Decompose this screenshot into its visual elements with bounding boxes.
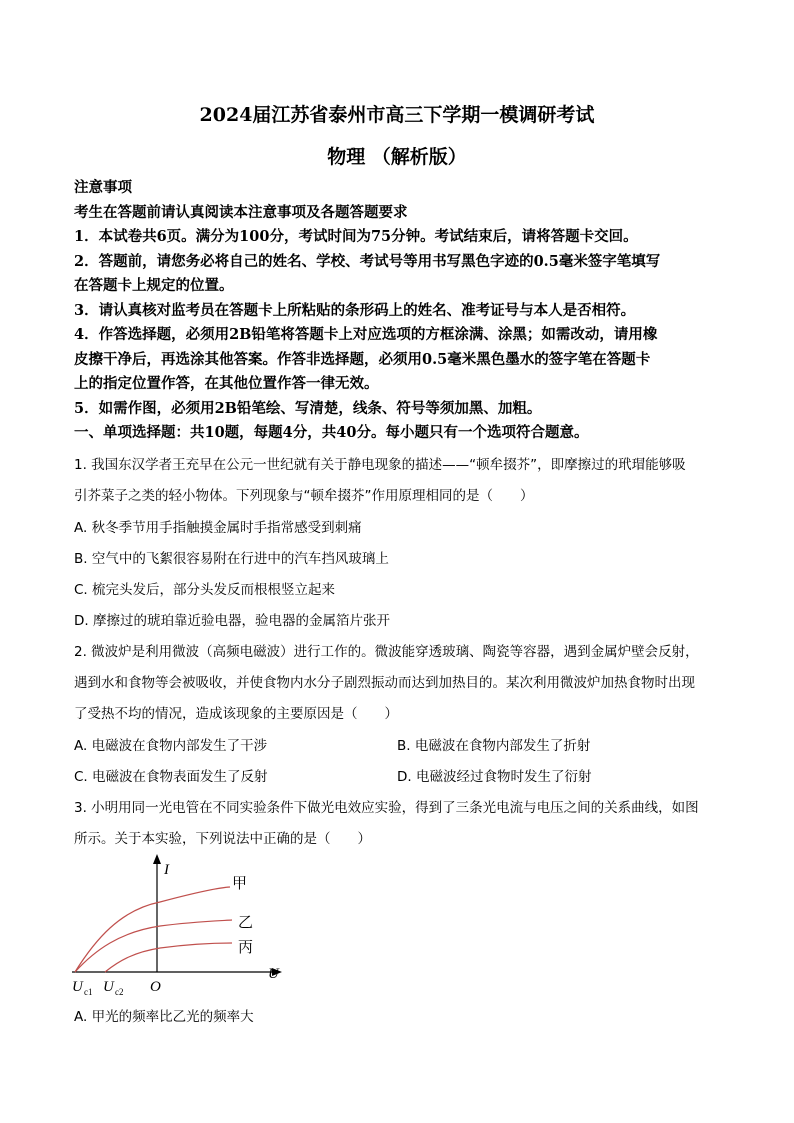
notice-item-4-cont1: 皮擦干净后，再选涂其他答案。作答非选择题，必须用0.5毫米黑色墨水的签字笔在答题卡 [74, 350, 651, 368]
question-2-stem [74, 637, 724, 730]
exam-subtitle: 物理 （解析版） [327, 146, 467, 168]
question-1-line-1: 1. 我国东汉学者王充早在公元一世纪就有关于静电现象的描述——“顿牟掇芥”，即摩擦过的玳瑁能够吸 [74, 457, 686, 473]
notice-block [74, 176, 724, 446]
uc1-subscript: c1 [84, 987, 93, 997]
curve-bing-label: 丙 [238, 940, 254, 956]
u-axis-label: U [268, 966, 279, 982]
notice-item-1: 1．本试卷共6页。满分为100分，考试时间为75分钟。考试结束后，请将答题卡交回。 [74, 228, 638, 245]
uc2-label: U [103, 979, 114, 995]
section-heading: 一、单项选择题：共10题，每题4分，共40分。每小题只有一个选项符合题意。 [74, 424, 589, 441]
question-2-option-d: D. 电磁波经过食物时发生了衍射 [397, 769, 592, 785]
question-1-option-a: A. 秋冬季节用手指触摸金属时手指常感受到刺痛 [74, 520, 362, 536]
question-3-stem [74, 793, 724, 855]
question-3-line-2: 所示。关于本实验，下列说法中正确的是（ ） [74, 831, 371, 847]
i-axis-arrow [153, 854, 161, 864]
curve-yi [75, 920, 232, 972]
origin-label: O [150, 979, 161, 995]
question-3-option-a: A. 甲光的频率比乙光的频率大 [74, 1009, 254, 1025]
question-2-option-b: B. 电磁波在食物内部发生了折射 [397, 738, 591, 754]
notice-item-2: 2．答题前，请您务必将自己的姓名、学校、考试号等用书写黑色字迹的0.5毫米签字笔填写 [74, 252, 661, 270]
question-1-option-d: D. 摩擦过的琥珀靠近验电器，验电器的金属箔片张开 [74, 613, 390, 629]
iu-curve-figure [60, 850, 300, 1000]
question-1-option-c: C. 梳完头发后，部分头发反而根根竖立起来 [74, 582, 336, 598]
notice-heading: 注意事项 [74, 179, 132, 196]
curve-jia-label: 甲 [232, 876, 248, 892]
question-2-option-a: A. 电磁波在食物内部发生了干涉 [74, 738, 268, 754]
question-2-option-c: C. 电磁波在食物表面发生了反射 [74, 769, 268, 785]
curve-bing [105, 943, 232, 972]
notice-item-4: 4．作答选择题，必须用2B铅笔将答题卡上对应选项的方框涂满、涂黑；如需改动，请用橡 [74, 326, 658, 343]
curve-jia [75, 887, 230, 972]
uc2-subscript: c2 [115, 987, 124, 997]
question-2-line-3: 了受热不均的情况，造成该现象的主要原因是（ ） [74, 706, 398, 722]
notice-item-3: 3．请认真核对监考员在答题卡上所粘贴的条形码上的姓名、准考证号与本人是否相符。 [74, 301, 636, 319]
notice-item-5: 5．如需作图，必须用2B铅笔绘、写清楚，线条、符号等须加黑、加粗。 [74, 399, 542, 417]
question-2-line-2: 遇到水和食物等会被吸收，并使食物内水分子剧烈振动而达到加热目的。某次利用微波炉加热食物时出现 [74, 675, 695, 691]
notice-intro: 考生在答题前请认真阅读本注意事项及各题答题要求 [74, 203, 408, 221]
question-1-line-2: 引芥菜子之类的轻小物体。下列现象与“顿牟掇芥”作用原理相同的是（ ） [74, 488, 534, 504]
curve-yi-label: 乙 [238, 915, 254, 931]
notice-item-2-cont: 在答题卡上规定的位置。 [74, 277, 234, 294]
question-1-stem [74, 450, 724, 512]
uc1-label: U [72, 979, 83, 995]
question-3-line-1: 3. 小明用同一光电管在不同实验条件下做光电效应实验，得到了三条光电流与电压之间的关系曲线，如图 [74, 800, 699, 816]
i-axis-label: I [164, 862, 169, 878]
question-2-line-1: 2. 微波炉是利用微波（高频电磁波）进行工作的。微波能穿透玻璃、陶瓷等容器，遇到金属炉壁会反射， [74, 644, 699, 660]
exam-title: 2024届江苏省泰州市高三下学期一模调研考试 [199, 104, 595, 126]
question-1-option-b: B. 空气中的飞絮很容易附在行进中的汽车挡风玻璃上 [74, 551, 389, 567]
notice-item-4-cont2: 上的指定位置作答，在其他位置作答一律无效。 [74, 375, 379, 392]
